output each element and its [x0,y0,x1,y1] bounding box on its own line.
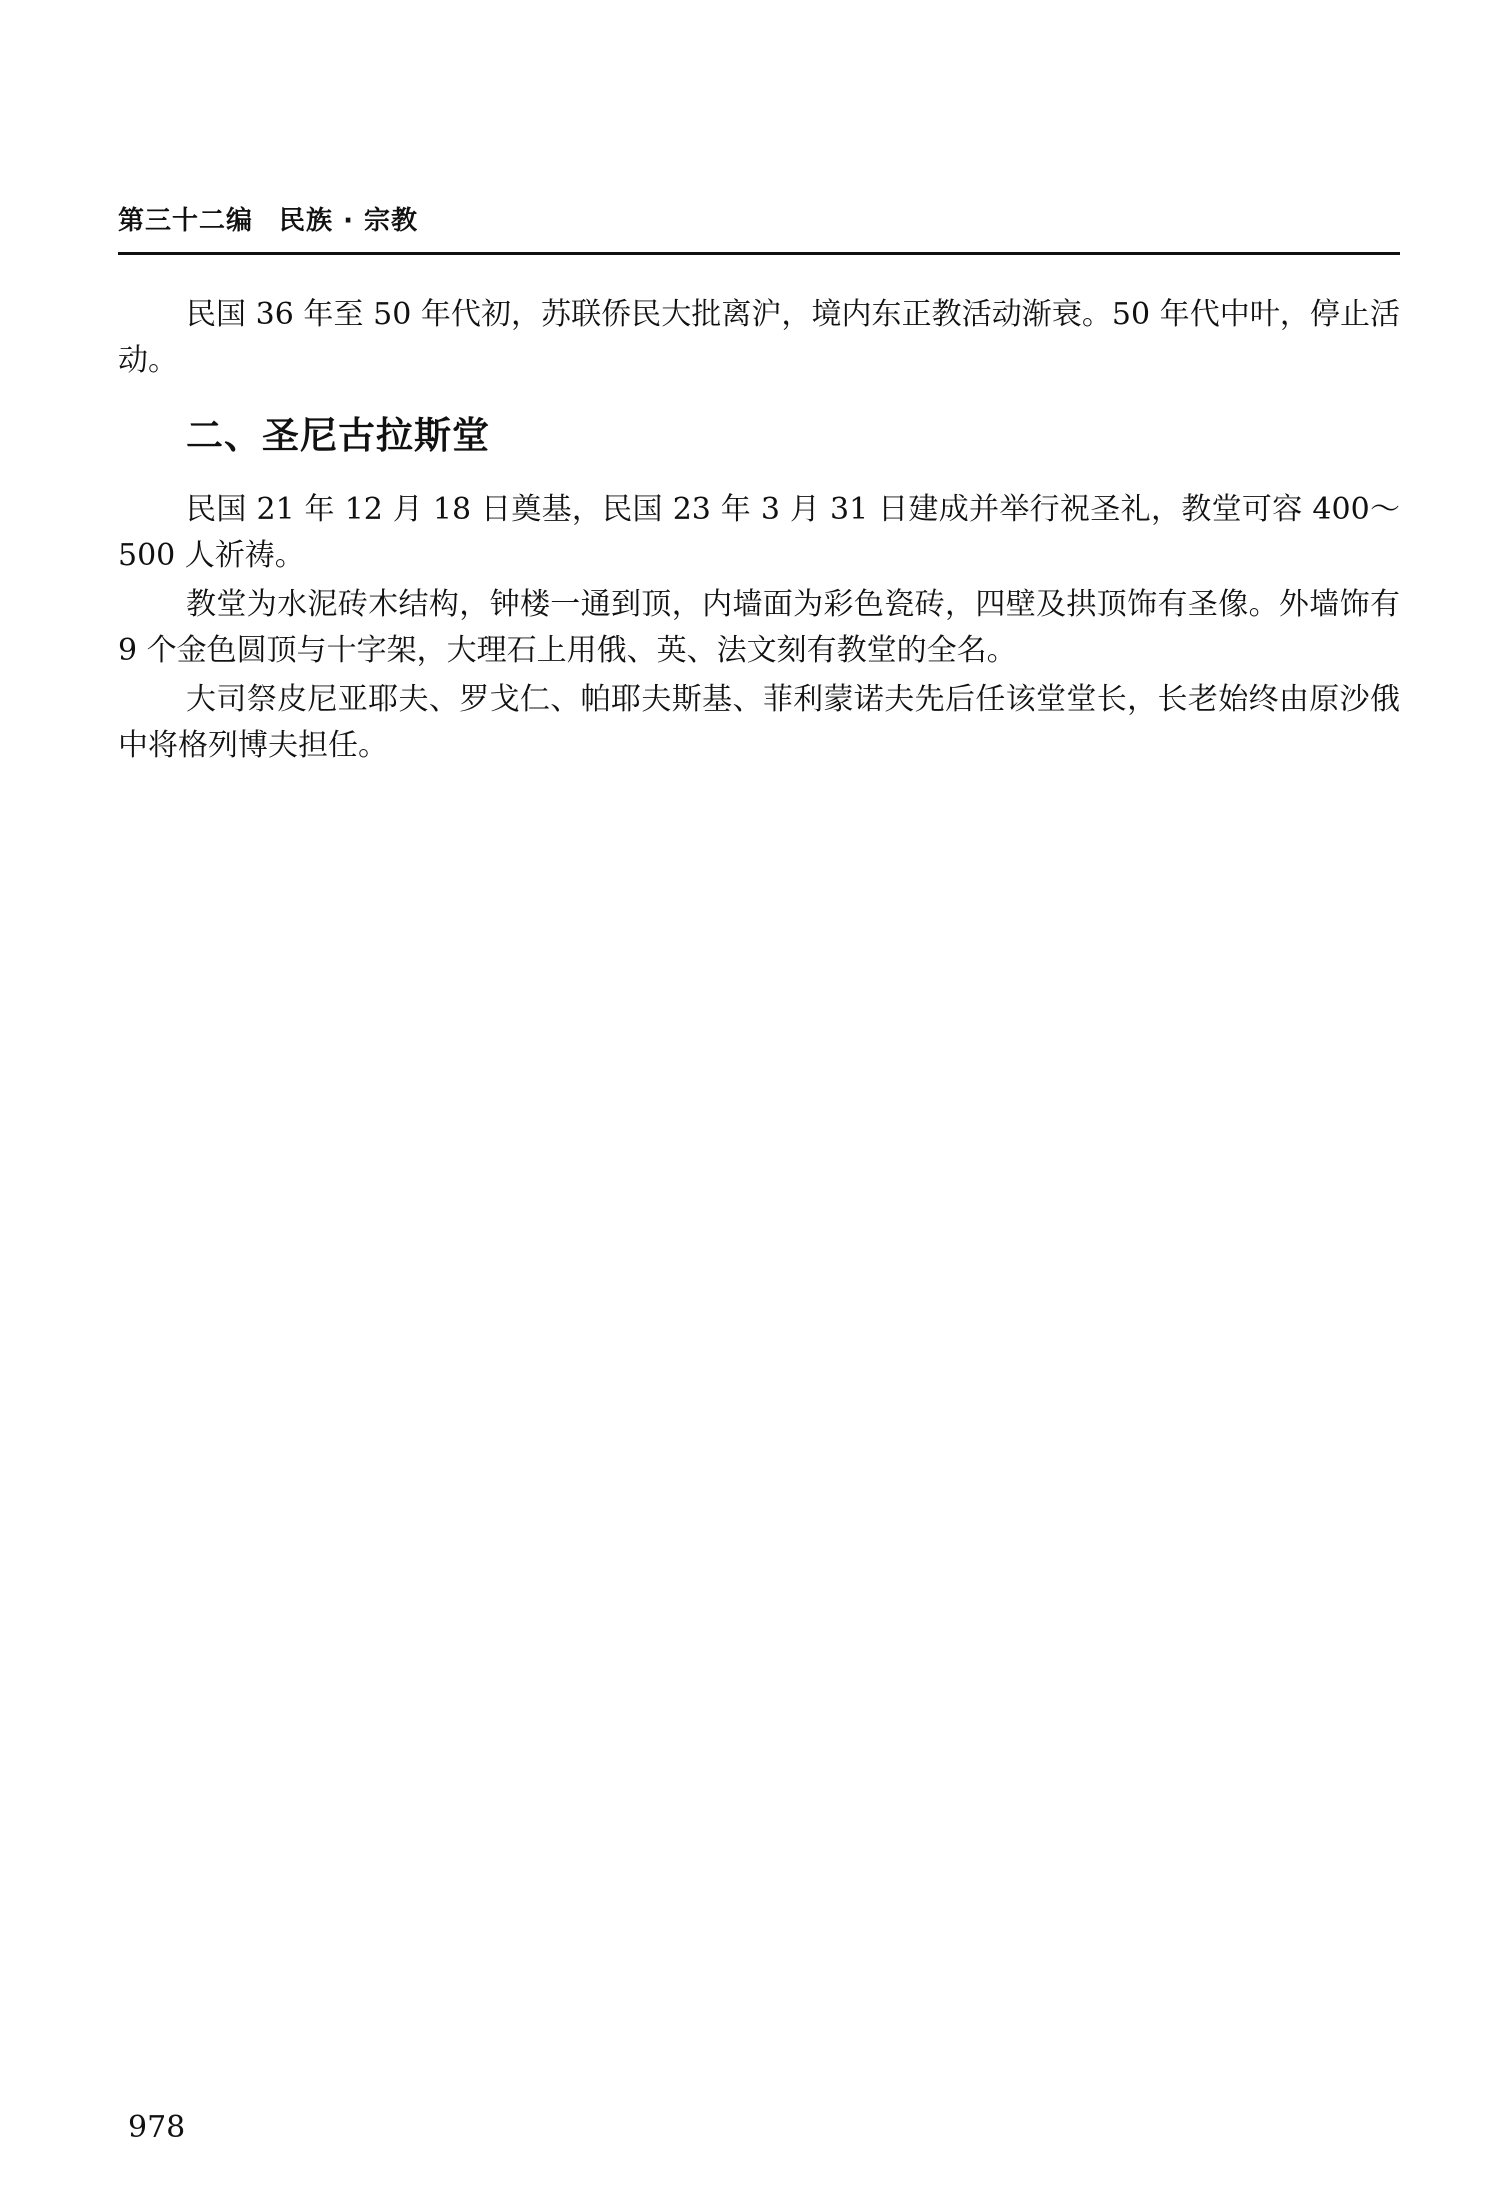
section-paragraph-2: 教堂为水泥砖木结构，钟楼一通到顶，内墙面为彩色瓷砖，四壁及拱顶饰有圣像。外墙饰有 9 个金色圆顶与十字架，大理石上用俄、英、法文刻有教堂的全名。 [118,587,1400,668]
intro-paragraph: 民国 36 年至 50 年代初，苏联侨民大批离沪，境内东正教活动渐衰。50 年代中叶，停止活动。 [118,297,1400,378]
page-number: 978 [128,2110,186,2145]
running-header-part: 第三十二编 [118,206,254,236]
header-rule [118,252,1400,255]
section-heading: 二、圣尼古拉斯堂 [186,414,490,457]
running-header-title: 民族 · 宗教 [279,206,418,236]
running-header [118,200,418,237]
section-paragraph-3: 大司祭皮尼亚耶夫、罗戈仁、帕耶夫斯基、菲利蒙诺夫先后任该堂堂长，长老始终由原沙俄中将格列博夫担任。 [118,682,1400,763]
section-paragraph-1: 民国 21 年 12 月 18 日奠基，民国 23 年 3 月 31 日建成并举行祝圣礼，教堂可容 400～500 人祈祷。 [118,492,1400,573]
